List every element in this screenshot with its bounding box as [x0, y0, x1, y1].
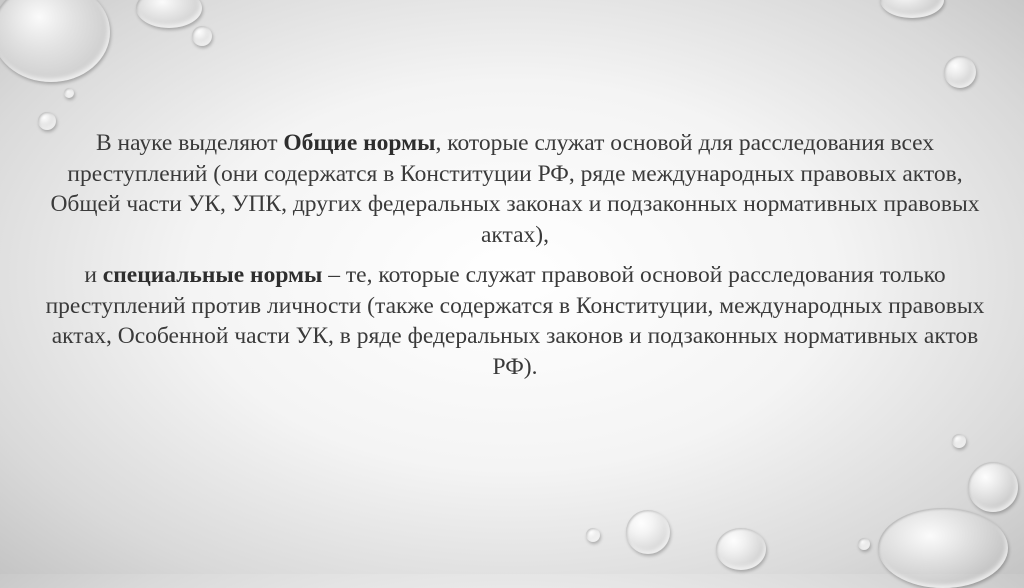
paragraph-general-norms: [40, 128, 990, 250]
water-drop-decoration: [0, 0, 110, 82]
paragraph-lead: и: [84, 262, 103, 288]
slide-body-text: [40, 128, 990, 392]
water-drop-decoration: [944, 56, 976, 88]
paragraph-body: – те, которые служат правовой основой расследования только преступлений против личности (также содержатся в Конституции, международных правовых актах, Особенной части УК, в ряде федеральных законов и подзаконных нормативных актов РФ).: [45, 262, 985, 380]
bold-term-general-norms: Общие нормы: [283, 130, 436, 156]
water-drop-decoration: [952, 434, 966, 448]
water-drop-decoration: [716, 528, 766, 570]
bold-term-special-norms: специальные нормы: [102, 262, 323, 288]
paragraph-lead: В науке выделяют: [95, 130, 284, 156]
water-drop-decoration: [880, 0, 944, 18]
water-drop-decoration: [64, 88, 74, 98]
paragraph-body: , которые служат основой для расследования всех преступлений (они содержатся в Конституции РФ, ряде международных правовых актов, Общей части УК, УПК, других федеральных законах и подзаконных нормативных правовых актах),: [50, 130, 980, 248]
water-drop-decoration: [858, 538, 870, 550]
paragraph-special-norms: [40, 260, 990, 382]
water-drop-decoration: [626, 510, 670, 554]
water-drop-decoration: [192, 26, 212, 46]
water-drop-decoration: [136, 0, 202, 28]
water-drop-decoration: [878, 508, 1008, 588]
water-drop-decoration: [968, 462, 1018, 512]
water-drop-decoration: [586, 528, 600, 542]
